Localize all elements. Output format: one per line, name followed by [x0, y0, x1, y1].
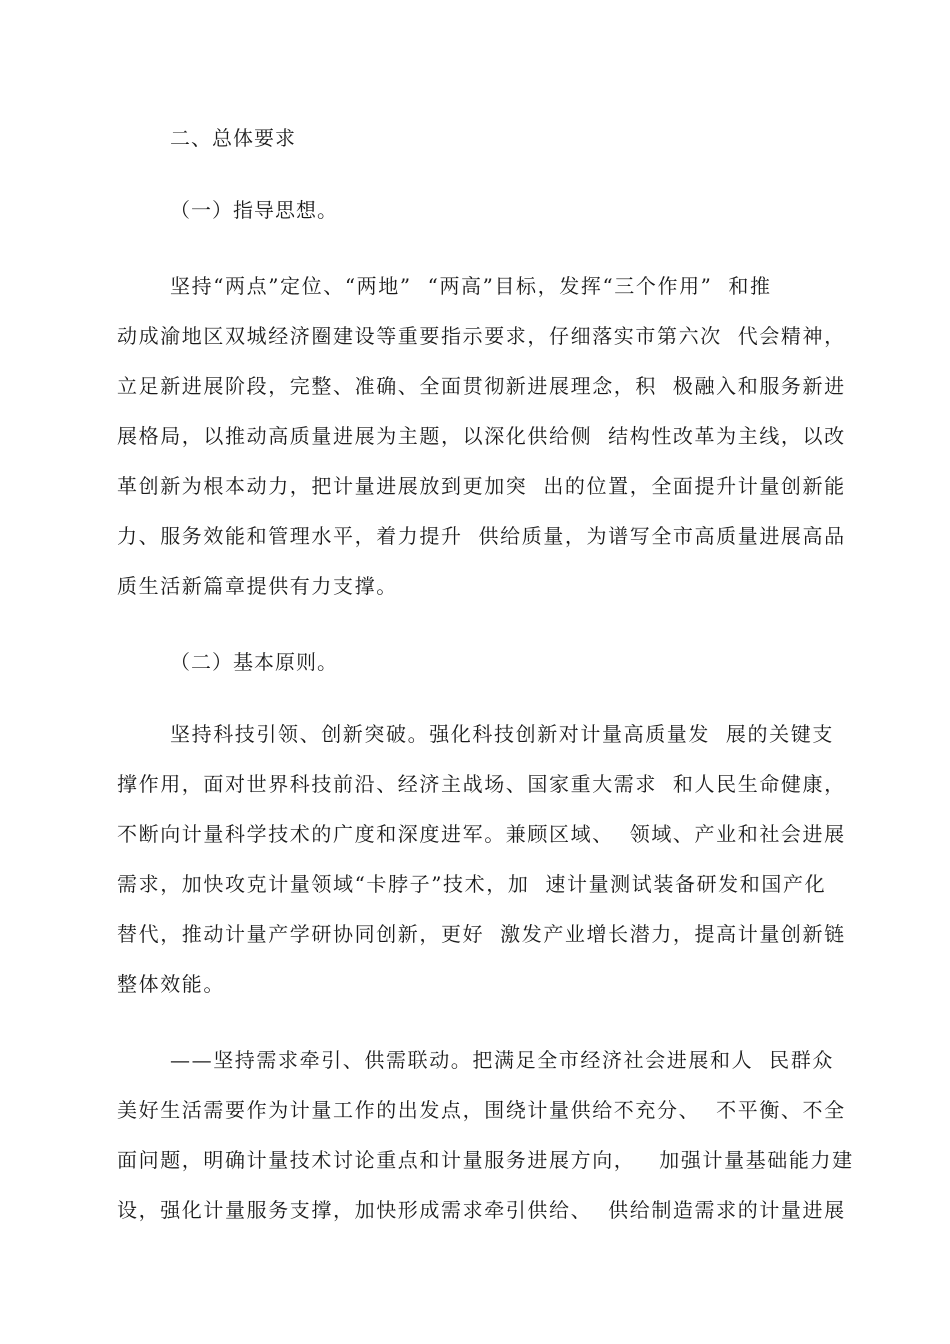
- paragraph-line: 不断向计量科学技术的广度和深度进军。兼顾区域、 领域、产业和社会进展: [117, 822, 846, 846]
- paragraph-line: ——坚持需求牵引、供需联动。把满足全市经济社会进展和人 民群众: [170, 1048, 834, 1072]
- paragraph-line: 坚持“两点”定位、“两地” “两高”目标，发挥“三个作用” 和推: [170, 274, 772, 298]
- paragraph-line: 质生活新篇章提供有力支撑。: [117, 574, 398, 598]
- paragraph-line: 坚持科技引领、创新突破。强化科技创新对计量高质量发 展的关键支: [170, 722, 834, 746]
- paragraph-line: 动成渝地区双城经济圈建设等重要指示要求，仔细落实市第六次 代会精神，: [117, 324, 846, 348]
- paragraph-line: 美好生活需要作为计量工作的出发点，围绕计量供给不充分、 不平衡、不全: [117, 1098, 846, 1122]
- paragraph-line: 设，强化计量服务支撑，加快形成需求牵引供给、 供给制造需求的计量进展: [117, 1198, 846, 1222]
- paragraph-line: 力、服务效能和管理水平，着力提升 供给质量，为谱写全市高质量进展高品: [117, 524, 846, 548]
- subsection-basic-principles: （二）基本原则。: [170, 650, 338, 674]
- paragraph-line: 革创新为根本动力，把计量进展放到更加突 出的位置，全面提升计量创新能: [117, 474, 846, 498]
- paragraph-line: 展格局，以推动高质量进展为主题，以深化供给侧 结构性改革为主线，以改: [117, 424, 846, 448]
- paragraph-line: 需求，加快攻克计量领域“卡脖子”技术，加 速计量测试装备研发和国产化: [117, 872, 827, 896]
- paragraph-line: 替代，推动计量产学研协同创新，更好 激发产业增长潜力，提高计量创新链: [117, 922, 846, 946]
- paragraph-line: 撑作用，面对世界科技前沿、经济主战场、国家重大需求 和人民生命健康，: [117, 772, 846, 796]
- paragraph-line: 面问题，明确计量技术讨论重点和计量服务进展方向， 加强计量基础能力建: [117, 1148, 854, 1172]
- subsection-guiding-thought: （一）指导思想。: [170, 198, 338, 222]
- paragraph-line: 整体效能。: [117, 972, 225, 996]
- paragraph-line: 立足新进展阶段，完整、准确、全面贯彻新进展理念，积 极融入和服务新进: [117, 374, 846, 398]
- section-heading: 二、总体要求: [170, 126, 296, 150]
